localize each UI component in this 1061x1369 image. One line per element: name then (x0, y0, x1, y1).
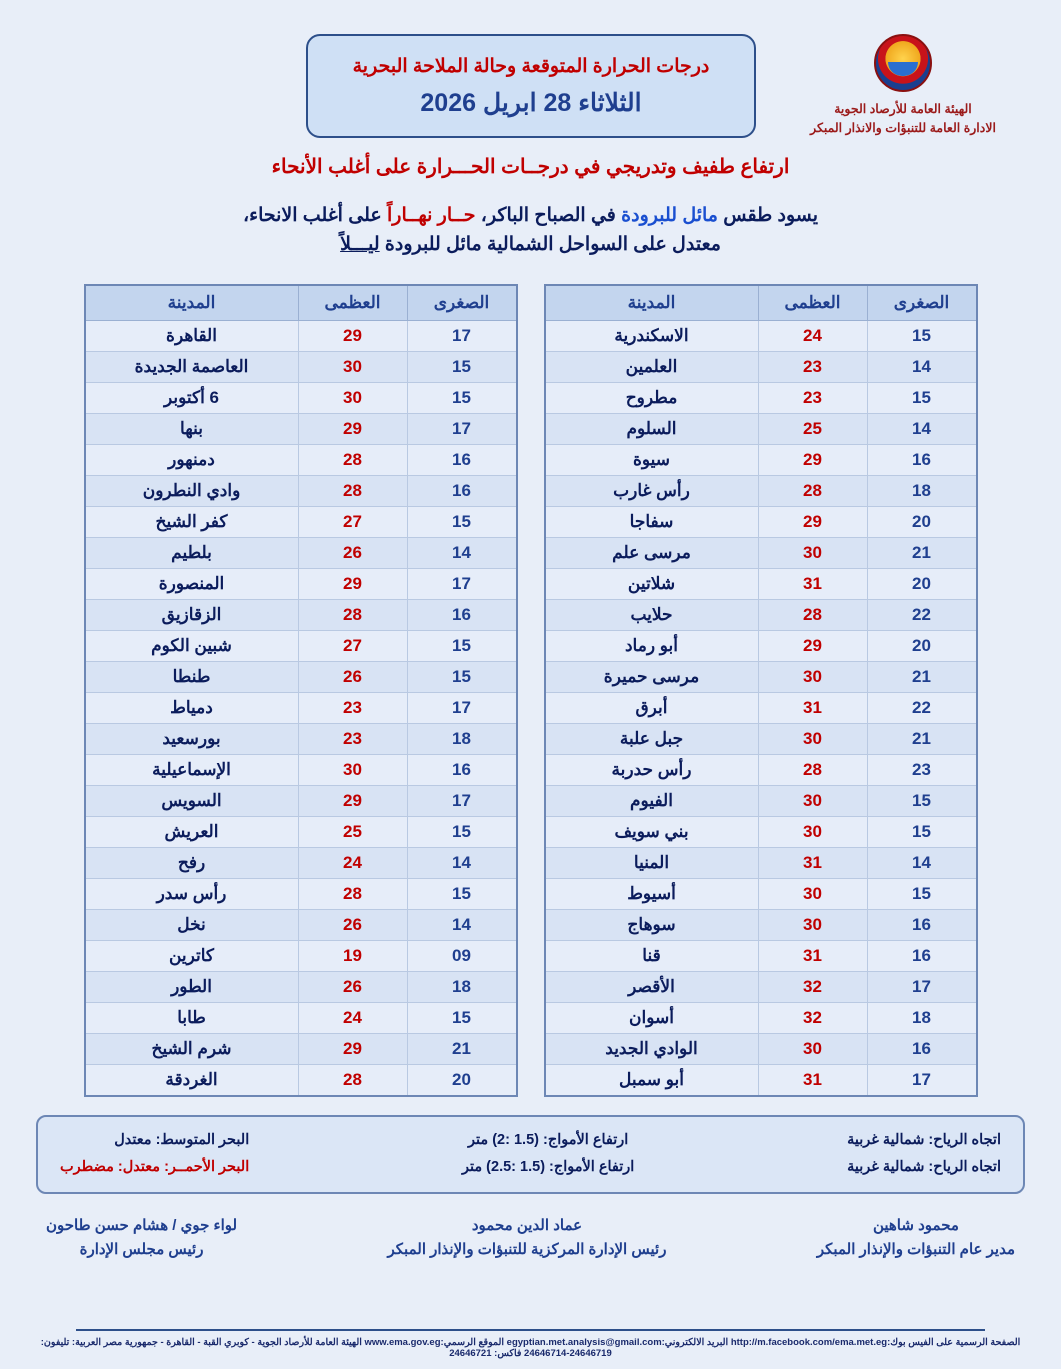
temperature-tables (0, 284, 1061, 1097)
cell-city-name: بنها (85, 413, 299, 444)
cell-city-name: بلطيم (85, 537, 299, 568)
temperature-table-left (544, 284, 978, 1097)
table-row (85, 320, 517, 351)
cell-city-name: الاسكندرية (545, 320, 759, 351)
cell-min-temp: 16 (867, 940, 977, 971)
cell-min-temp: 15 (407, 351, 517, 382)
header-min-right: الصغرى (407, 285, 517, 321)
cell-city-name: مرسى حميرة (545, 661, 759, 692)
signature-left (46, 1214, 237, 1262)
cell-min-temp: 20 (867, 568, 977, 599)
ema-logo-icon (874, 34, 932, 92)
cell-max-temp: 25 (758, 413, 867, 444)
cell-min-temp: 17 (407, 568, 517, 599)
table-row (85, 723, 517, 754)
table-row (545, 692, 977, 723)
cell-min-temp: 16 (867, 444, 977, 475)
table-row (545, 1064, 977, 1096)
cell-city-name: الزقازيق (85, 599, 299, 630)
cell-city-name: وادي النطرون (85, 475, 299, 506)
cell-city-name: العريش (85, 816, 299, 847)
cell-city-name: طنطا (85, 661, 299, 692)
cell-max-temp: 29 (758, 444, 867, 475)
summary-part-5: على أغلب الانحاء، (243, 205, 387, 226)
bulletin-title: درجات الحرارة المتوقعة وحالة الملاحة البحرية (352, 55, 710, 77)
table-row (545, 754, 977, 785)
cell-min-temp: 15 (407, 878, 517, 909)
cell-city-name: دمياط (85, 692, 299, 723)
table-row (545, 940, 977, 971)
cell-max-temp: 24 (758, 320, 867, 351)
cell-min-temp: 15 (867, 382, 977, 413)
table-row (85, 599, 517, 630)
cell-city-name: قنا (545, 940, 759, 971)
cell-min-temp: 15 (407, 506, 517, 537)
table-row (545, 1033, 977, 1064)
cell-city-name: الوادي الجديد (545, 1033, 759, 1064)
cell-max-temp: 28 (298, 475, 407, 506)
mediterranean-row (60, 1127, 249, 1155)
signature-center (387, 1214, 666, 1262)
cell-max-temp: 31 (758, 847, 867, 878)
cell-max-temp: 28 (758, 754, 867, 785)
cell-city-name: أسوان (545, 1002, 759, 1033)
cell-city-name: المنيا (545, 847, 759, 878)
cell-max-temp: 25 (298, 816, 407, 847)
cell-city-name: طابا (85, 1002, 299, 1033)
table-row (85, 1033, 517, 1064)
cell-max-temp: 30 (758, 909, 867, 940)
cell-max-temp: 29 (758, 630, 867, 661)
cell-city-name: أبو سمبل (545, 1064, 759, 1096)
header-max-left: العظمى (758, 285, 867, 321)
cell-max-temp: 29 (298, 568, 407, 599)
cell-city-name: العلمين (545, 351, 759, 382)
table-row (85, 692, 517, 723)
cell-max-temp: 19 (298, 940, 407, 971)
sea-conditions-box (36, 1115, 1025, 1194)
table-row (85, 971, 517, 1002)
cell-min-temp: 17 (867, 1064, 977, 1096)
cell-min-temp: 17 (867, 971, 977, 1002)
cell-max-temp: 30 (758, 661, 867, 692)
cell-city-name: رأس سدر (85, 878, 299, 909)
table-row (545, 909, 977, 940)
page-header (0, 0, 1061, 150)
table-row (85, 661, 517, 692)
footer-contact-text: الصفحة الرسمية على الفيس بوك:http://m.facebook.com/ema.met.eg البريد الالكتروني:egyptian.met.analysis@gmail.com الموقع الرسمي:www.ema.gov.eg الهيئة العامة للأرصاد الجوية - كوبري القبة - القاهرة - جمهورية مصر العربية: تليفون: 24646719-24646714 فاكس: 24646721 (40, 1337, 1021, 1359)
cell-min-temp: 16 (867, 909, 977, 940)
forecast-summary (0, 201, 1061, 260)
cell-city-name: حلايب (545, 599, 759, 630)
table-row (545, 475, 977, 506)
cell-city-name: نخل (85, 909, 299, 940)
table-row (545, 382, 977, 413)
table-row (85, 630, 517, 661)
cell-min-temp: 15 (867, 785, 977, 816)
cell-min-temp: 17 (407, 320, 517, 351)
cell-max-temp: 26 (298, 909, 407, 940)
cell-min-temp: 18 (407, 971, 517, 1002)
cell-max-temp: 29 (298, 413, 407, 444)
organization-name: الهيئة العامة للأرصاد الجوية (834, 102, 972, 116)
cell-city-name: بورسعيد (85, 723, 299, 754)
cell-max-temp: 29 (298, 1033, 407, 1064)
cell-min-temp: 15 (867, 816, 977, 847)
cell-min-temp: 15 (867, 320, 977, 351)
cell-min-temp: 17 (407, 692, 517, 723)
table-row (545, 568, 977, 599)
cell-max-temp: 28 (758, 475, 867, 506)
cell-max-temp: 29 (298, 320, 407, 351)
table-row (545, 785, 977, 816)
cell-max-temp: 30 (758, 878, 867, 909)
cell-max-temp: 26 (298, 537, 407, 568)
cell-min-temp: 14 (867, 847, 977, 878)
cell-min-temp: 15 (407, 630, 517, 661)
cell-city-name: أبرق (545, 692, 759, 723)
header-city-left: المدينة (545, 285, 759, 321)
summary-part-3: في الصباح الباكر، (475, 205, 622, 226)
cell-min-temp: 14 (867, 413, 977, 444)
cell-min-temp: 20 (407, 1064, 517, 1096)
cell-min-temp: 21 (867, 723, 977, 754)
cell-max-temp: 30 (758, 816, 867, 847)
cell-max-temp: 31 (758, 692, 867, 723)
table-row (85, 940, 517, 971)
cell-min-temp: 20 (867, 506, 977, 537)
organization-block (773, 34, 1033, 138)
table-row (545, 506, 977, 537)
table-row (85, 754, 517, 785)
cell-min-temp: 16 (407, 444, 517, 475)
cell-max-temp: 32 (758, 971, 867, 1002)
cell-min-temp: 18 (407, 723, 517, 754)
signature-right-title: مدير عام التنبؤات والإنذار المبكر (816, 1240, 1015, 1258)
cell-min-temp: 20 (867, 630, 977, 661)
cell-city-name: كفر الشيخ (85, 506, 299, 537)
summary-part-7: ليـــلاً (340, 234, 380, 256)
cell-min-temp: 16 (407, 475, 517, 506)
cell-city-name: سوهاج (545, 909, 759, 940)
cell-max-temp: 30 (758, 1033, 867, 1064)
cell-min-temp: 21 (407, 1033, 517, 1064)
table-row (545, 599, 977, 630)
cell-city-name: العاصمة الجديدة (85, 351, 299, 382)
table-row (545, 971, 977, 1002)
cell-city-name: السلوم (545, 413, 759, 444)
cell-min-temp: 21 (867, 537, 977, 568)
table-row (545, 878, 977, 909)
cell-city-name: شلاتين (545, 568, 759, 599)
cell-max-temp: 28 (298, 599, 407, 630)
bulletin-date: الثلاثاء 28 ابريل 2026 (420, 88, 642, 117)
table-row (85, 1002, 517, 1033)
summary-part-1: يسود طقس (717, 205, 818, 226)
cell-min-temp: 17 (407, 785, 517, 816)
cell-max-temp: 27 (298, 630, 407, 661)
table-row (545, 444, 977, 475)
cell-city-name: 6 أكتوبر (85, 382, 299, 413)
cell-max-temp: 30 (758, 537, 867, 568)
table-row (545, 413, 977, 444)
cell-city-name: مطروح (545, 382, 759, 413)
cell-min-temp: 17 (407, 413, 517, 444)
table-row (85, 816, 517, 847)
header-min-left: الصغرى (867, 285, 977, 321)
table-row (545, 630, 977, 661)
table-row (545, 816, 977, 847)
cell-max-temp: 23 (298, 692, 407, 723)
table-row (85, 878, 517, 909)
table-row (85, 785, 517, 816)
table-row (545, 351, 977, 382)
signature-left-title: رئيس مجلس الإدارة (79, 1240, 204, 1258)
table-row (85, 475, 517, 506)
cell-city-name: سفاجا (545, 506, 759, 537)
cell-max-temp: 30 (758, 785, 867, 816)
table-row (545, 1002, 977, 1033)
cell-min-temp: 22 (867, 692, 977, 723)
cell-max-temp: 30 (298, 351, 407, 382)
cell-city-name: الغردقة (85, 1064, 299, 1096)
cell-min-temp: 15 (407, 382, 517, 413)
wave-height-med: ارتفاع الأمواج: (1.5 :2) متر (468, 1131, 629, 1148)
wave-height-column (462, 1127, 634, 1182)
signature-center-name: عماد الدين محمود (471, 1216, 583, 1234)
signature-center-title: رئيس الإدارة المركزية للتنبؤات والإنذار المبكر (387, 1240, 667, 1258)
cell-city-name: دمنهور (85, 444, 299, 475)
cell-min-temp: 14 (867, 351, 977, 382)
cell-city-name: المنصورة (85, 568, 299, 599)
cell-city-name: رأس غارب (545, 475, 759, 506)
table-row (545, 723, 977, 754)
page-footer (0, 1329, 1061, 1359)
cell-max-temp: 30 (298, 382, 407, 413)
cell-city-name: شرم الشيخ (85, 1033, 299, 1064)
table-row (85, 537, 517, 568)
signature-right-name: محمود شاهين (872, 1216, 959, 1234)
cell-min-temp: 18 (867, 1002, 977, 1033)
cell-city-name: رفح (85, 847, 299, 878)
table-row (85, 351, 517, 382)
header-city-right: المدينة (85, 285, 299, 321)
cell-max-temp: 26 (298, 971, 407, 1002)
table-row (85, 1064, 517, 1096)
cell-city-name: السويس (85, 785, 299, 816)
cell-max-temp: 27 (298, 506, 407, 537)
cell-max-temp: 24 (298, 1002, 407, 1033)
redsea-row (60, 1154, 249, 1182)
cell-city-name: سيوة (545, 444, 759, 475)
signature-block (0, 1194, 1061, 1262)
cell-city-name: أبو رماد (545, 630, 759, 661)
cell-min-temp: 16 (407, 599, 517, 630)
department-name: الادارة العامة للتنبؤات والانذار المبكر (810, 120, 996, 135)
summary-part-4: حــار نهــاراً (386, 205, 476, 226)
header-max-right: العظمى (298, 285, 407, 321)
cell-max-temp: 23 (758, 351, 867, 382)
cell-max-temp: 31 (758, 568, 867, 599)
wind-direction-med: اتجاه الرياح: شمالية غربية (847, 1131, 1001, 1148)
cell-min-temp: 18 (867, 475, 977, 506)
mediterranean-state: معتدل (114, 1131, 152, 1148)
cell-city-name: مرسى علم (545, 537, 759, 568)
table-row (85, 506, 517, 537)
cell-max-temp: 28 (758, 599, 867, 630)
cell-max-temp: 28 (298, 878, 407, 909)
wind-direction-red: اتجاه الرياح: شمالية غربية (847, 1159, 1001, 1176)
headline-banner: ارتفاع طفيف وتدريجي في درجــات الحـــرارة على أغلب الأنحاء (271, 156, 790, 178)
cell-min-temp: 22 (867, 599, 977, 630)
cell-city-name: الإسماعيلية (85, 754, 299, 785)
summary-part-6: معتدل على السواحل الشمالية مائل للبرودة (379, 234, 721, 256)
cell-city-name: القاهرة (85, 320, 299, 351)
cell-city-name: رأس حدربة (545, 754, 759, 785)
cell-city-name: الطور (85, 971, 299, 1002)
table-row (85, 568, 517, 599)
cell-max-temp: 29 (298, 785, 407, 816)
cell-city-name: الأقصر (545, 971, 759, 1002)
cell-min-temp: 15 (867, 878, 977, 909)
cell-city-name: شبين الكوم (85, 630, 299, 661)
table-row (85, 444, 517, 475)
footer-divider (76, 1329, 985, 1331)
mediterranean-label: البحر المتوسط: (155, 1131, 250, 1148)
cell-city-name: جبل علبة (545, 723, 759, 754)
cell-max-temp: 26 (298, 661, 407, 692)
temperature-table-right (84, 284, 518, 1097)
cell-min-temp: 16 (867, 1033, 977, 1064)
cell-min-temp: 14 (407, 909, 517, 940)
cell-city-name: الفيوم (545, 785, 759, 816)
cell-max-temp: 24 (298, 847, 407, 878)
cell-city-name: بني سويف (545, 816, 759, 847)
cell-min-temp: 23 (867, 754, 977, 785)
cell-max-temp: 29 (758, 506, 867, 537)
cell-max-temp: 28 (298, 1064, 407, 1096)
summary-part-2: مائل للبرودة (621, 205, 718, 226)
table-row (85, 413, 517, 444)
table-row (545, 537, 977, 568)
cell-max-temp: 28 (298, 444, 407, 475)
cell-min-temp: 16 (407, 754, 517, 785)
cell-max-temp: 31 (758, 940, 867, 971)
cell-max-temp: 30 (758, 723, 867, 754)
wind-direction-column (847, 1127, 1001, 1182)
redsea-label: البحر الأحمــر: (164, 1159, 250, 1176)
cell-min-temp: 15 (407, 1002, 517, 1033)
sea-names-column (60, 1127, 249, 1182)
signature-right (817, 1214, 1015, 1262)
cell-max-temp: 23 (298, 723, 407, 754)
cell-max-temp: 30 (298, 754, 407, 785)
cell-min-temp: 21 (867, 661, 977, 692)
cell-min-temp: 14 (407, 537, 517, 568)
table-row (85, 382, 517, 413)
table-row (545, 320, 977, 351)
cell-city-name: أسيوط (545, 878, 759, 909)
signature-left-name: لواء جوي / هشام حسن طاحون (46, 1216, 238, 1234)
wave-height-red: ارتفاع الأمواج: (1.5 :2.5) متر (462, 1159, 635, 1176)
cell-min-temp: 14 (407, 847, 517, 878)
cell-min-temp: 15 (407, 816, 517, 847)
table-row (545, 847, 977, 878)
cell-city-name: كاترين (85, 940, 299, 971)
table-row (545, 661, 977, 692)
cell-max-temp: 32 (758, 1002, 867, 1033)
redsea-state: معتدل: مضطرب (60, 1159, 161, 1176)
title-box (306, 34, 756, 138)
table-row (85, 847, 517, 878)
cell-min-temp: 09 (407, 940, 517, 971)
cell-max-temp: 23 (758, 382, 867, 413)
cell-min-temp: 15 (407, 661, 517, 692)
cell-max-temp: 31 (758, 1064, 867, 1096)
table-row (85, 909, 517, 940)
